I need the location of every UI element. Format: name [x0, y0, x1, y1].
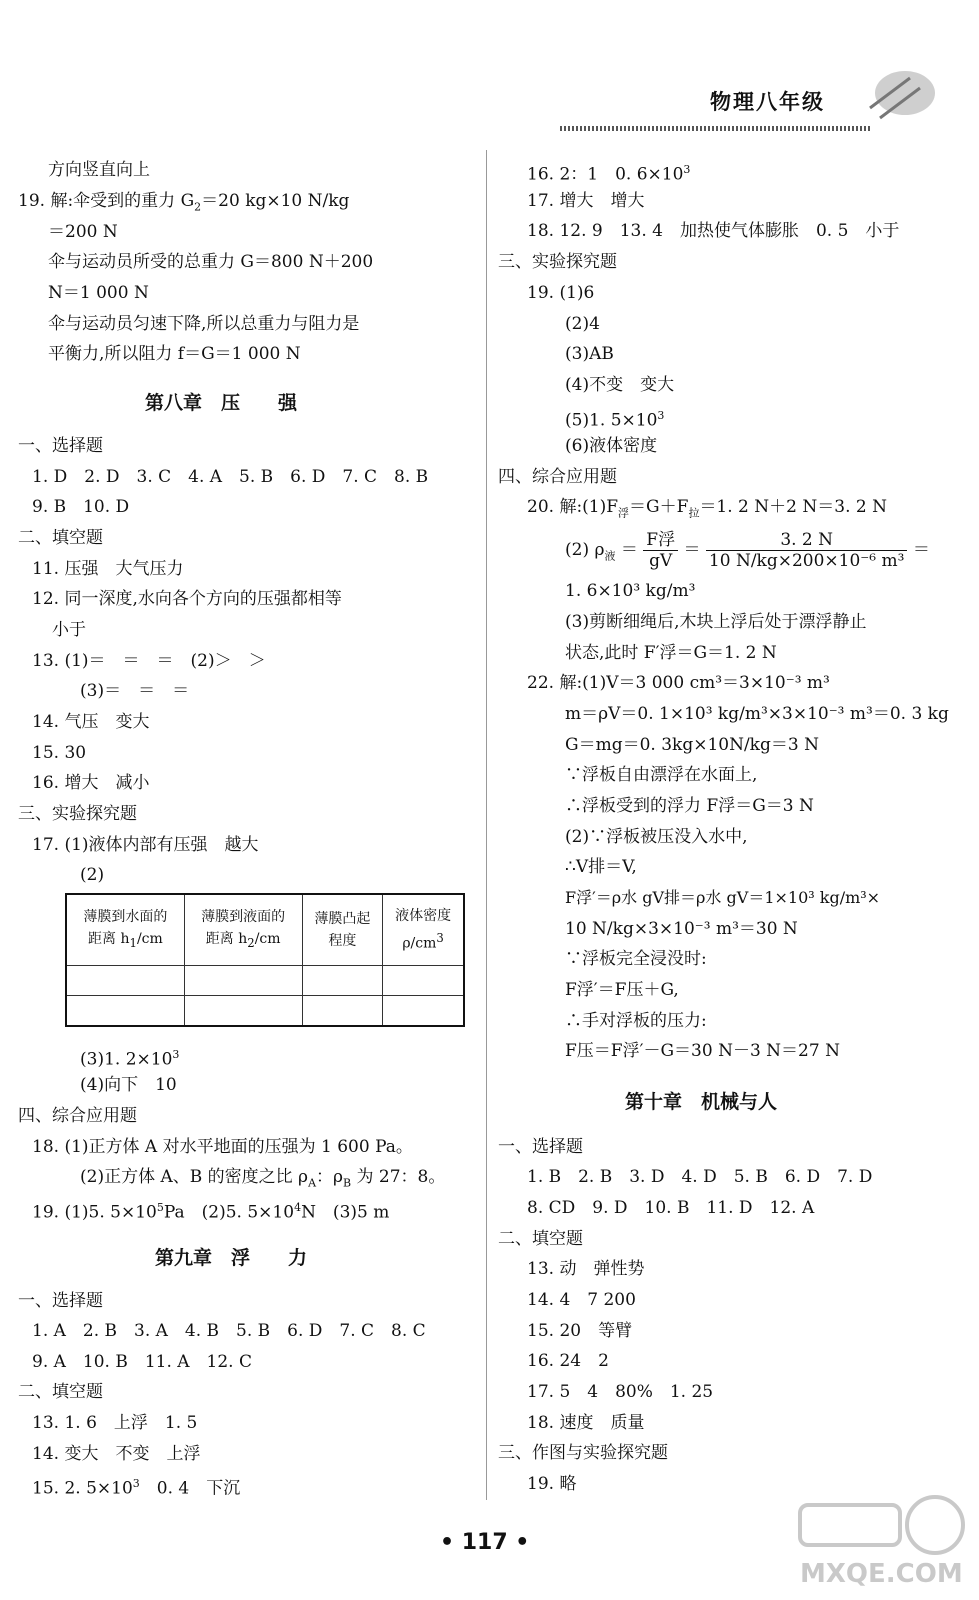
answer-line: F浮′＝ρ水 gV排＝ρ水 gV＝1×10³ kg/m³×: [565, 888, 881, 907]
answer-line: 14. 变大 不变 上浮: [32, 1444, 201, 1464]
answer-line: 13. 动 弹性势: [527, 1259, 645, 1279]
table-row: [66, 966, 464, 996]
answer-line: 15. 2. $5\times 10^3$ 0. 4 下沉: [32, 1477, 241, 1499]
answer-line: 18. 12. 9 13. 4 加热使气体膨胀 0. 5 小于: [527, 221, 900, 241]
section-heading: 一、选择题: [18, 1291, 103, 1311]
answer-line: 16. 24 2: [527, 1351, 609, 1371]
answer-line: 17. (1)液体内部有压强 越大: [32, 835, 259, 855]
left-line: N＝1 000 N: [48, 283, 149, 303]
answer-line: 15. 30: [32, 743, 87, 763]
table-header-cell: 薄膜到水面的 距离 $h_1/cm$: [66, 894, 184, 966]
answer-line: 12. 同一深度,水向各个方向的压强都相等: [32, 589, 342, 609]
left-line: 19. 解:伞受到的重力 $G_2=20$ kg×10 N/kg: [18, 191, 350, 214]
answer-line: 状态,此时 F′浮＝G＝1. 2 N: [565, 643, 777, 663]
left-line: 伞与运动员匀速下降,所以总重力与阻力是: [48, 314, 360, 334]
experiment-table: [65, 893, 465, 1027]
section-heading: 三、实验探究题: [498, 252, 617, 272]
answer-line: 8. CD 9. D 10. B 11. D 12. A: [527, 1198, 815, 1218]
answer-line: (6)液体密度: [565, 436, 658, 456]
section-heading: 二、填空题: [498, 1229, 583, 1249]
section-heading: 三、作图与实验探究题: [498, 1443, 668, 1463]
answer-line: (4)不变 变大: [565, 375, 675, 395]
fraction: $\frac{3. 2 N}{\text{10 N/kg×200×10⁻⁶ m³}}$: [706, 530, 908, 571]
answer-line: 16. 2：1 0. $6\times 10^3$: [527, 163, 691, 185]
section-heading: 四、综合应用题: [498, 467, 617, 487]
answer-line: 1. B 2. B 3. D 4. D 5. B 6. D 7. D: [527, 1167, 873, 1187]
table-header-cell: 液体密度 $\rho/cm^3$: [383, 894, 464, 966]
answer-line: ∴浮板受到的浮力 F浮＝G＝3 N: [565, 796, 814, 816]
fraction: $\frac{\text{F浮}}{gV}$: [643, 530, 678, 571]
chapter-9-title: 第九章 浮 力: [155, 1247, 308, 1269]
answer-line: ∵浮板自由漂浮在水面上,: [565, 765, 758, 785]
answer-line: 19. 略: [527, 1474, 577, 1494]
answer-line: 15. 20 等臂: [527, 1321, 633, 1341]
section-heading: 二、填空题: [18, 1382, 103, 1402]
header-decorative-rule: [560, 126, 870, 131]
answer-line: ∴手对浮板的压力:: [565, 1011, 707, 1031]
page-number: • 117 •: [440, 1530, 530, 1555]
page-header-title: 物理八年级: [710, 90, 825, 114]
column-divider: [486, 150, 487, 1500]
answer-line: (2)4: [565, 314, 600, 334]
answer-line: 11. 压强 大气压力: [32, 559, 184, 579]
answer-line: 1. A 2. B 3. A 4. B 5. B 6. D 7. C 8. C: [32, 1321, 426, 1341]
watermark-logo-icon: [790, 1490, 970, 1595]
table-row: [66, 996, 464, 1027]
answer-line: 17. 增大 增大: [527, 191, 645, 211]
answer-line: (5)1. $5\times 10^3$: [565, 409, 665, 431]
section-heading: 二、填空题: [18, 528, 103, 548]
answer-line: 16. 增大 减小: [32, 773, 150, 793]
section-heading: 四、综合应用题: [18, 1106, 137, 1126]
answer-line: 14. 4 7 200: [527, 1290, 636, 1310]
chapter-10-title: 第十章 机械与人: [625, 1091, 778, 1113]
section-heading: 三、实验探究题: [18, 804, 137, 824]
answer-line: (2)正方体 A、B 的密度之比 $\rho_A$：$\rho_B$ 为 27：8。: [80, 1167, 446, 1190]
answer-line: (4)向下 10: [80, 1075, 177, 1095]
answer-line: G＝mg＝0. 3kg×10N/kg＝3 N: [565, 735, 819, 755]
answer-line: (3)AB: [565, 344, 614, 364]
answer-line: 19. (1)5. $5\times 10^5Pa$ (2)5. $5\times 10^4N$ (3)5 m: [32, 1201, 390, 1223]
answer-line: 10 N/kg×3×10⁻³ m³＝30 N: [565, 919, 798, 939]
formula-line: (2) $\rho_液$ ＝ $\frac{\text{F浮}}{gV}$ ＝ $\frac{3. 2 N}{\text{10 N/kg×200×10⁻⁶ m³}}$ ＝: [565, 530, 930, 571]
answer-line: 9. A 10. B 11. A 12. C: [32, 1352, 252, 1372]
answer-line: 22. 解:(1)V＝3 000 cm³＝3×10⁻³ m³: [527, 673, 830, 693]
left-line: ＝200 N: [48, 222, 118, 242]
watermark-text: MXQE.COM: [800, 1559, 963, 1589]
answer-line: ∵浮板完全浸没时:: [565, 949, 707, 969]
table-header-row: [66, 894, 464, 966]
answer-line: (3)＝ ＝ ＝: [80, 681, 190, 701]
answer-line: 1. D 2. D 3. C 4. A 5. B 6. D 7. C 8. B: [32, 467, 429, 487]
left-line: 平衡力,所以阻力 f＝G＝1 000 N: [48, 344, 301, 364]
answer-line: 14. 气压 变大: [32, 712, 150, 732]
answer-line: 17. 5 4 80% 1. 25: [527, 1382, 714, 1402]
answer-line: 13. (1)＝ ＝ ＝ (2)＞ ＞: [32, 651, 266, 671]
left-line: 伞与运动员所受的总重力 G＝800 N＋200: [48, 252, 374, 272]
answer-line: 18. (1)正方体 A 对水平地面的压强为 1 600 Pa。: [32, 1137, 413, 1157]
answer-line: (2): [80, 865, 105, 885]
table-header-cell: 薄膜到液面的 距离 $h_2/cm$: [184, 894, 302, 966]
answer-line: (3)剪断细绳后,木块上浮后处于漂浮静止: [565, 612, 867, 632]
answer-line: (3)1. $2\times 10^3$: [80, 1048, 180, 1070]
answer-line: 20. 解$:(1)F_浮=G+F_拉=1$. 2 N＋2 N＝3. 2 N: [527, 497, 887, 520]
answer-line: 18. 速度 质量: [527, 1413, 645, 1433]
answer-line: (2)∵浮板被压没入水中,: [565, 827, 748, 847]
answer-line: F浮′＝F压＋G,: [565, 980, 679, 1000]
table-header-cell: 薄膜凸起 程度: [302, 894, 383, 966]
answer-line: 19. (1)6: [527, 283, 595, 303]
section-heading: 一、选择题: [498, 1137, 583, 1157]
answer-line: 1. 6×10³ kg/m³: [565, 581, 696, 601]
answer-line: 13. 1. 6 上浮 1. 5: [32, 1413, 198, 1433]
chapter-8-title: 第八章 压 强: [145, 392, 298, 414]
answer-line: F压＝F浮′－G＝30 N－3 N＝27 N: [565, 1041, 840, 1061]
section-heading: 一、选择题: [18, 436, 103, 456]
answer-line: ∴V排＝V,: [565, 857, 637, 877]
left-line: 方向竖直向上: [48, 160, 150, 180]
header-decoration-icon: [850, 58, 940, 148]
answer-line: 小于: [52, 620, 86, 640]
answer-line: 9. B 10. D: [32, 497, 130, 517]
answer-line: m＝ρV＝0. 1×10³ kg/m³×3×10⁻³ m³＝0. 3 kg: [565, 704, 949, 724]
